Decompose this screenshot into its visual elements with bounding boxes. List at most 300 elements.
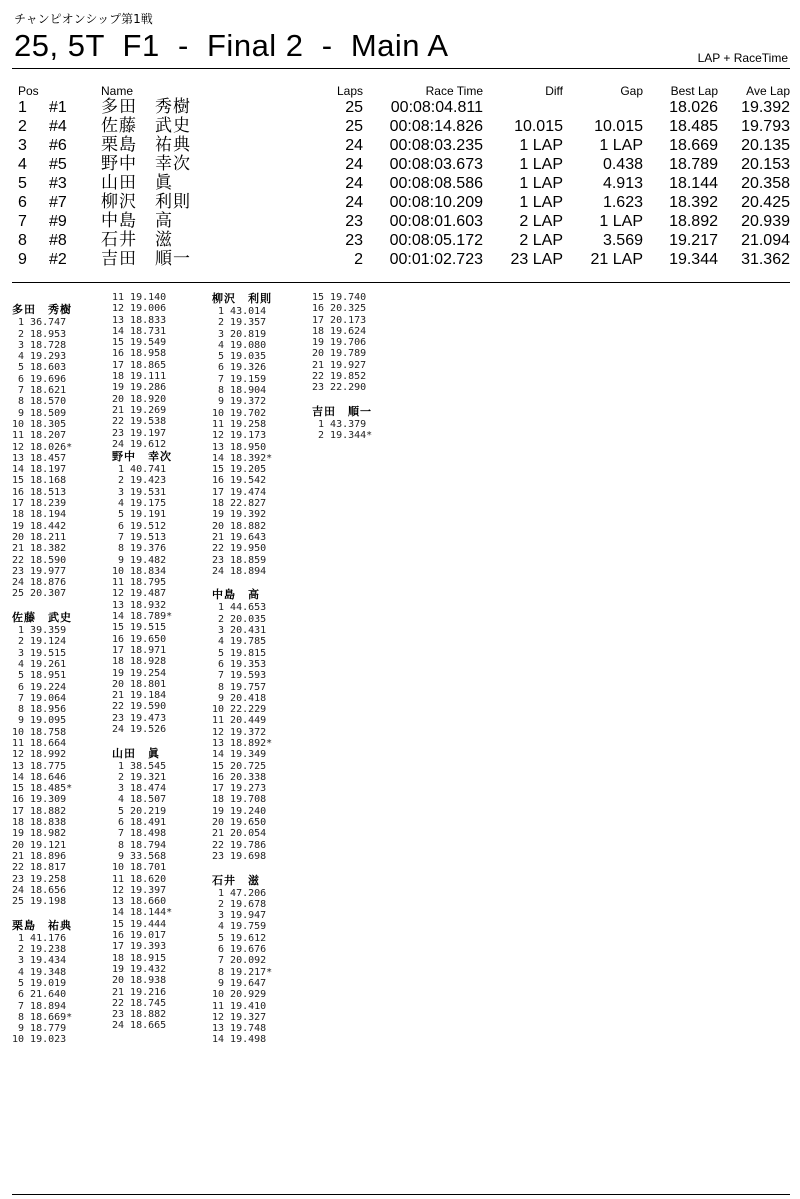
result-race-time: 00:08:04.811 xyxy=(390,99,483,116)
lap-time-entry: 9 18.779 xyxy=(12,1023,67,1035)
lap-time-entry: 14 19.349 xyxy=(212,749,267,761)
result-diff xyxy=(483,98,563,117)
result-row xyxy=(12,231,790,250)
col-header-race-time: Race Time xyxy=(425,84,483,98)
lap-time-entry: 20 19.650 xyxy=(212,817,267,829)
lap-time-entry: 21 18.896 xyxy=(12,850,67,862)
lap-spacer xyxy=(12,292,72,303)
result-row xyxy=(12,212,790,231)
lap-time-entry: 18 22.827 xyxy=(212,498,267,510)
lap-time-entry: 3 20.819 xyxy=(212,328,267,340)
result-laps: 24 xyxy=(345,175,363,192)
lap-time-entry: 7 19.593 xyxy=(212,670,267,682)
result-row xyxy=(12,174,790,193)
lap-time-entry: 7 20.092 xyxy=(212,955,267,967)
lap-spacer xyxy=(212,862,272,873)
lap-time-entry: 6 19.326 xyxy=(212,362,267,374)
lap-time-entry: 4 19.080 xyxy=(212,339,267,351)
lap-time-entry: 8 18.956 xyxy=(12,704,67,716)
lap-time-entry: 15 20.725 xyxy=(212,760,267,772)
result-car-number: #7 xyxy=(49,194,67,211)
lap-time-entry: 21 19.216 xyxy=(112,986,167,998)
lap-time-entry: 22 19.786 xyxy=(212,839,267,851)
lap-time-entry: 9 18.509 xyxy=(12,407,67,419)
col-header-laps: Laps xyxy=(336,84,363,98)
lap-time-entry: 2 19.357 xyxy=(212,317,267,329)
lap-time-entry: 2 19.344* xyxy=(312,430,373,442)
lap-time-entry: 11 19.140 xyxy=(112,292,167,303)
lap-time-entry: 9 33.568 xyxy=(112,850,167,862)
result-gap: 4.913 xyxy=(602,175,643,192)
lap-time-entry: 3 19.531 xyxy=(112,486,167,498)
lap-time-entry: 10 18.701 xyxy=(112,862,167,874)
result-gap xyxy=(563,98,643,117)
result-row xyxy=(12,98,790,117)
lap-time-entry: 9 19.095 xyxy=(12,715,67,727)
lap-time-entry: 17 19.273 xyxy=(212,783,267,795)
lap-time-entry: 16 19.542 xyxy=(212,475,267,487)
lap-time-entry: 7 19.159 xyxy=(212,373,267,385)
result-car-number: #5 xyxy=(49,156,67,173)
lap-driver-name: 佐藤 武史 xyxy=(12,611,72,625)
lap-time-entry: 24 18.894 xyxy=(212,565,267,577)
lap-time-entry: 15 19.205 xyxy=(212,464,267,476)
results-divider xyxy=(12,282,790,283)
lap-time-entry: 22 19.950 xyxy=(212,543,267,555)
lap-column-1 xyxy=(12,292,72,1046)
lap-time-entry: 21 19.643 xyxy=(212,531,267,543)
lap-time-entry: 23 22.290 xyxy=(312,382,367,394)
lap-time-entry: 13 18.932 xyxy=(112,599,167,611)
result-race-time: 00:08:05.172 xyxy=(389,232,483,249)
result-laps: 24 xyxy=(345,156,363,173)
lap-time-entry: 13 18.833 xyxy=(112,314,167,326)
result-best-lap: 18.485 xyxy=(669,118,718,135)
lap-time-entry: 6 19.512 xyxy=(112,520,167,532)
bottom-divider xyxy=(12,1194,790,1195)
lap-column-2 xyxy=(112,292,172,1032)
col-header-diff: Diff xyxy=(545,84,563,98)
lap-time-entry: 7 19.513 xyxy=(112,531,167,543)
lap-time-entry: 2 18.953 xyxy=(12,328,67,340)
lap-time-entry: 1 38.545 xyxy=(112,760,167,772)
lap-time-entry: 10 18.305 xyxy=(12,418,67,430)
result-driver-name: 山田 眞 xyxy=(101,173,173,193)
lap-time-entry: 24 18.876 xyxy=(12,577,67,589)
lap-time-entry: 14 18.731 xyxy=(112,325,167,337)
lap-time-entry: 24 18.665 xyxy=(112,1020,167,1032)
results-table xyxy=(12,84,790,269)
result-best-lap: 18.026 xyxy=(669,99,718,116)
result-diff: 1 LAP xyxy=(519,175,563,192)
result-driver-name: 石井 滋 xyxy=(101,230,173,250)
lap-time-entry: 3 18.728 xyxy=(12,339,67,351)
lap-time-entry: 20 19.789 xyxy=(312,348,367,360)
result-row xyxy=(12,136,790,155)
lap-time-entry: 11 18.795 xyxy=(112,577,167,589)
col-header-pos: Pos xyxy=(18,84,39,98)
lap-time-entry: 19 19.392 xyxy=(212,509,267,521)
result-best-lap: 18.789 xyxy=(669,156,718,173)
lap-time-entry: 13 18.950 xyxy=(212,441,267,453)
result-ave-lap: 20.939 xyxy=(741,213,790,230)
lap-time-entry: 6 18.491 xyxy=(112,817,167,829)
lap-time-entry: 15 19.444 xyxy=(112,918,167,930)
result-diff: 1 LAP xyxy=(519,194,563,211)
lap-driver-name: 石井 滋 xyxy=(212,873,260,887)
lap-time-entry: 2 19.238 xyxy=(12,944,67,956)
lap-time-entry: 18 18.194 xyxy=(12,509,67,521)
lap-time-entry: 14 18.144* xyxy=(112,907,173,919)
result-row xyxy=(12,193,790,212)
result-position: 1 xyxy=(18,99,27,116)
lap-time-entry: 20 18.801 xyxy=(112,678,167,690)
result-laps: 2 xyxy=(354,251,363,268)
lap-time-entry: 23 19.473 xyxy=(112,712,167,724)
lap-time-entry: 16 19.017 xyxy=(112,930,167,942)
lap-time-entry: 22 19.852 xyxy=(312,371,367,383)
lap-time-entry: 17 18.882 xyxy=(12,805,67,817)
result-ave-lap: 20.153 xyxy=(741,156,790,173)
lap-time-entry: 6 19.353 xyxy=(212,658,267,670)
result-car-number: #6 xyxy=(49,137,67,154)
lap-time-entry: 17 18.865 xyxy=(112,359,167,371)
lap-spacer xyxy=(112,735,172,746)
lap-time-entry: 19 18.442 xyxy=(12,520,67,532)
event-subtitle: チャンピオンシップ第1戦 xyxy=(14,12,153,26)
result-laps: 23 xyxy=(345,213,363,230)
lap-time-entry: 11 18.207 xyxy=(12,430,67,442)
result-car-number: #2 xyxy=(49,251,67,268)
lap-time-entry: 2 20.035 xyxy=(212,613,267,625)
lap-time-entry: 12 19.487 xyxy=(112,588,167,600)
lap-time-entry: 20 18.882 xyxy=(212,520,267,532)
lap-time-entry: 8 19.757 xyxy=(212,681,267,693)
result-position: 4 xyxy=(18,156,27,173)
lap-time-entry: 8 18.570 xyxy=(12,396,67,408)
result-gap: 1 LAP xyxy=(599,137,643,154)
result-car-number: #4 xyxy=(49,118,67,135)
lap-time-entry: 23 19.197 xyxy=(112,427,167,439)
lap-time-entry: 10 22.229 xyxy=(212,704,267,716)
lap-time-entry: 14 18.646 xyxy=(12,771,67,783)
lap-time-entry: 10 20.929 xyxy=(212,989,267,1001)
lap-time-entry: 3 18.474 xyxy=(112,783,167,795)
result-position: 7 xyxy=(18,213,27,230)
lap-time-entry: 1 40.741 xyxy=(112,464,167,476)
lap-time-entry: 7 18.621 xyxy=(12,385,67,397)
result-ave-lap: 21.094 xyxy=(741,232,790,249)
lap-time-entry: 13 18.892* xyxy=(212,737,273,749)
lap-time-entry: 2 19.321 xyxy=(112,771,167,783)
lap-time-entry: 21 19.269 xyxy=(112,404,167,416)
lap-time-entry: 13 18.660 xyxy=(112,896,167,908)
lap-time-entry: 23 18.882 xyxy=(112,1009,167,1021)
lap-time-entry: 11 18.620 xyxy=(112,873,167,885)
lap-time-entry: 9 20.418 xyxy=(212,692,267,704)
result-ave-lap: 19.793 xyxy=(741,118,790,135)
lap-time-entry: 15 18.168 xyxy=(12,475,67,487)
result-gap: 0.438 xyxy=(602,156,643,173)
lap-time-entry: 25 20.307 xyxy=(12,588,67,600)
lap-time-entry: 16 20.338 xyxy=(212,771,267,783)
col-header-number xyxy=(49,84,101,98)
lap-time-entry: 15 18.485* xyxy=(12,783,73,795)
lap-time-entry: 23 18.859 xyxy=(212,554,267,566)
result-gap: 3.569 xyxy=(602,232,643,249)
lap-time-entry: 11 19.258 xyxy=(212,418,267,430)
lap-spacer xyxy=(12,907,72,918)
lap-time-entry: 3 20.431 xyxy=(212,625,267,637)
lap-time-entry: 4 19.293 xyxy=(12,351,67,363)
lap-column-4 xyxy=(312,292,372,442)
result-race-time: 00:08:01.603 xyxy=(389,213,483,230)
lap-spacer xyxy=(12,600,72,611)
lap-time-entry: 1 43.379 xyxy=(312,418,367,430)
lap-time-entry: 19 19.240 xyxy=(212,805,267,817)
lap-time-entry: 9 19.482 xyxy=(112,554,167,566)
lap-time-entry: 1 43.014 xyxy=(212,306,267,317)
lap-time-entry: 20 19.121 xyxy=(12,839,67,851)
lap-time-entry: 2 19.124 xyxy=(12,636,67,648)
lap-time-entry: 24 19.612 xyxy=(112,438,167,450)
lap-time-entry: 1 47.206 xyxy=(212,887,267,899)
result-race-time: 00:08:10.209 xyxy=(389,194,483,211)
lap-time-entry: 19 18.982 xyxy=(12,828,67,840)
lap-time-entry: 7 19.064 xyxy=(12,692,67,704)
result-diff: 1 LAP xyxy=(519,156,563,173)
result-car-number: #8 xyxy=(49,232,67,249)
lap-time-entry: 1 39.359 xyxy=(12,625,67,637)
col-header-ave-lap: Ave Lap xyxy=(746,84,790,98)
lap-time-entry: 4 19.175 xyxy=(112,498,167,510)
lap-time-entry: 12 18.992 xyxy=(12,749,67,761)
lap-time-entry: 17 19.474 xyxy=(212,486,267,498)
lap-spacer xyxy=(312,394,372,405)
lap-time-entry: 16 20.325 xyxy=(312,303,367,315)
lap-time-entry: 22 18.817 xyxy=(12,862,67,874)
lap-time-entry: 4 19.348 xyxy=(12,966,67,978)
result-car-number: #3 xyxy=(49,175,67,192)
result-laps: 24 xyxy=(345,137,363,154)
lap-time-entry: 6 19.676 xyxy=(212,944,267,956)
lap-time-entry: 8 19.217* xyxy=(212,966,273,978)
lap-time-entry: 12 19.006 xyxy=(112,303,167,315)
lap-time-entry: 5 19.815 xyxy=(212,647,267,659)
lap-time-entry: 2 19.423 xyxy=(112,475,167,487)
lap-time-entry: 8 18.904 xyxy=(212,385,267,397)
lap-time-entry: 22 19.538 xyxy=(112,416,167,428)
results-header-row xyxy=(12,84,790,98)
col-header-best-lap: Best Lap xyxy=(670,84,718,98)
lap-time-entry: 10 19.702 xyxy=(212,407,267,419)
result-best-lap: 19.217 xyxy=(669,232,718,249)
result-row xyxy=(12,250,790,269)
lap-time-entry: 20 18.920 xyxy=(112,393,167,405)
result-driver-name: 多田 秀樹 xyxy=(101,97,191,117)
result-driver-name: 吉田 順一 xyxy=(101,249,191,269)
lap-driver-name: 多田 秀樹 xyxy=(12,303,72,317)
result-race-time: 00:08:08.586 xyxy=(389,175,483,192)
lap-time-entry: 18 18.928 xyxy=(112,656,167,668)
result-row xyxy=(12,155,790,174)
lap-time-entry: 3 19.434 xyxy=(12,955,67,967)
race-title: 25, 5T F1 - Final 2 - Main A xyxy=(14,28,449,63)
lap-time-entry: 6 21.640 xyxy=(12,989,67,1001)
lap-time-entry: 23 19.258 xyxy=(12,873,67,885)
report-mode: LAP + RaceTime xyxy=(697,51,788,65)
result-ave-lap: 20.358 xyxy=(741,175,790,192)
result-best-lap: 19.344 xyxy=(669,251,718,268)
result-position: 9 xyxy=(18,251,27,268)
lap-time-entry: 16 18.513 xyxy=(12,486,67,498)
result-laps: 25 xyxy=(345,118,363,135)
lap-time-entry: 24 19.526 xyxy=(112,723,167,735)
result-gap: 1 LAP xyxy=(599,213,643,230)
lap-time-entry: 3 19.947 xyxy=(212,910,267,922)
lap-time-entry: 12 19.397 xyxy=(112,884,167,896)
result-best-lap: 18.144 xyxy=(669,175,718,192)
result-position: 5 xyxy=(18,175,27,192)
lap-time-entry: 21 20.054 xyxy=(212,828,267,840)
lap-time-entry: 4 19.785 xyxy=(212,636,267,648)
result-ave-lap: 19.392 xyxy=(741,99,790,116)
lap-time-entry: 1 36.747 xyxy=(12,317,67,329)
lap-time-entry: 18 19.708 xyxy=(212,794,267,806)
result-race-time: 00:08:03.673 xyxy=(389,156,483,173)
result-diff: 1 LAP xyxy=(519,137,563,154)
lap-time-entry: 20 18.938 xyxy=(112,975,167,987)
result-gap: 1.623 xyxy=(602,194,643,211)
lap-time-entry: 18 18.915 xyxy=(112,952,167,964)
result-row xyxy=(12,117,790,136)
lap-time-entry: 5 19.035 xyxy=(212,351,267,363)
result-driver-name: 柳沢 利則 xyxy=(101,192,191,212)
lap-time-entry: 10 18.758 xyxy=(12,726,67,738)
result-laps: 25 xyxy=(345,99,363,116)
lap-time-entry: 17 18.239 xyxy=(12,498,67,510)
lap-time-entry: 1 44.653 xyxy=(212,602,267,614)
lap-time-entry: 19 19.286 xyxy=(112,382,167,394)
result-driver-name: 栗島 祐典 xyxy=(101,135,191,155)
lap-time-entry: 19 19.254 xyxy=(112,667,167,679)
lap-time-entry: 13 18.775 xyxy=(12,760,67,772)
lap-time-entry: 23 19.698 xyxy=(212,850,267,862)
lap-time-entry: 5 20.219 xyxy=(112,805,167,817)
lap-driver-name: 吉田 順一 xyxy=(312,404,372,418)
result-laps: 23 xyxy=(345,232,363,249)
result-driver-name: 佐藤 武史 xyxy=(101,116,191,136)
lap-time-entry: 4 18.507 xyxy=(112,794,167,806)
lap-time-entry: 12 19.372 xyxy=(212,726,267,738)
result-driver-name: 中島 高 xyxy=(101,211,173,231)
lap-time-entry: 21 19.184 xyxy=(112,690,167,702)
lap-time-entry: 24 18.656 xyxy=(12,884,67,896)
lap-time-entry: 13 18.457 xyxy=(12,452,67,464)
lap-time-entry: 12 19.327 xyxy=(212,1011,267,1023)
lap-time-entry: 22 18.745 xyxy=(112,997,167,1009)
lap-time-entry: 11 18.664 xyxy=(12,737,67,749)
lap-time-entry: 17 20.173 xyxy=(312,314,367,326)
lap-time-entry: 10 18.834 xyxy=(112,565,167,577)
lap-time-entry: 8 18.669* xyxy=(12,1011,73,1023)
result-position: 8 xyxy=(18,232,27,249)
lap-time-entry: 11 20.449 xyxy=(212,715,267,727)
lap-time-entry: 8 19.376 xyxy=(112,543,167,555)
result-diff: 2 LAP xyxy=(519,232,563,249)
lap-time-entry: 2 19.678 xyxy=(212,898,267,910)
title-divider xyxy=(12,68,790,69)
lap-driver-name: 中島 高 xyxy=(212,588,260,602)
result-diff: 10.015 xyxy=(514,118,563,135)
col-header-gap: Gap xyxy=(620,84,643,98)
result-best-lap: 18.392 xyxy=(669,194,718,211)
results-body xyxy=(12,98,790,269)
lap-time-entry: 5 19.191 xyxy=(112,509,167,521)
lap-time-entry: 9 19.647 xyxy=(212,977,267,989)
lap-time-entry: 25 19.198 xyxy=(12,896,67,908)
lap-time-entry: 23 19.977 xyxy=(12,565,67,577)
result-gap: 21 LAP xyxy=(590,251,643,268)
lap-column-3 xyxy=(212,292,272,1046)
lap-time-entry: 14 18.197 xyxy=(12,464,67,476)
lap-time-entry: 13 19.748 xyxy=(212,1023,267,1035)
lap-time-entry: 18 18.838 xyxy=(12,817,67,829)
lap-driver-name: 野中 幸次 xyxy=(112,450,172,464)
lap-time-entry: 17 18.971 xyxy=(112,644,167,656)
result-position: 6 xyxy=(18,194,27,211)
result-best-lap: 18.669 xyxy=(669,137,718,154)
lap-time-entry: 15 19.549 xyxy=(112,337,167,349)
result-ave-lap: 20.135 xyxy=(741,137,790,154)
lap-time-entry: 5 19.019 xyxy=(12,977,67,989)
lap-time-entry: 5 18.951 xyxy=(12,670,67,682)
result-position: 3 xyxy=(18,137,27,154)
lap-time-entry: 6 19.696 xyxy=(12,373,67,385)
lap-time-entry: 8 18.794 xyxy=(112,839,167,851)
lap-time-entry: 16 18.958 xyxy=(112,348,167,360)
result-race-time: 00:08:14.826 xyxy=(389,118,483,135)
lap-time-entry: 21 19.927 xyxy=(312,359,367,371)
result-car-number: #1 xyxy=(49,99,67,116)
lap-time-entry: 3 19.515 xyxy=(12,647,67,659)
lap-time-entry: 14 18.392* xyxy=(212,452,273,464)
lap-driver-name: 柳沢 利則 xyxy=(212,292,272,305)
lap-time-entry: 18 19.624 xyxy=(312,325,367,337)
lap-time-entry: 7 18.894 xyxy=(12,1000,67,1012)
lap-driver-name: 栗島 祐典 xyxy=(12,918,72,932)
lap-time-entry: 18 19.111 xyxy=(112,371,167,383)
lap-time-entry: 20 18.211 xyxy=(12,531,67,543)
lap-time-entry: 12 18.026* xyxy=(12,441,73,453)
lap-time-entry: 7 18.498 xyxy=(112,828,167,840)
result-diff: 23 LAP xyxy=(510,251,563,268)
result-best-lap: 18.892 xyxy=(669,213,718,230)
result-ave-lap: 31.362 xyxy=(741,251,790,268)
lap-time-entry: 22 18.590 xyxy=(12,554,67,566)
lap-time-entry: 16 19.309 xyxy=(12,794,67,806)
lap-time-entry: 14 19.498 xyxy=(212,1034,267,1046)
lap-time-entry: 11 19.410 xyxy=(212,1000,267,1012)
lap-time-entry: 21 18.382 xyxy=(12,543,67,555)
result-driver-name: 野中 幸次 xyxy=(101,154,191,174)
lap-time-entry: 14 18.789* xyxy=(112,611,173,623)
lap-time-entry: 5 19.612 xyxy=(212,932,267,944)
lap-time-entry: 1 41.176 xyxy=(12,932,67,944)
lap-time-entry: 15 19.515 xyxy=(112,622,167,634)
col-header-name: Name xyxy=(101,84,134,98)
lap-time-entry: 9 19.372 xyxy=(212,396,267,408)
